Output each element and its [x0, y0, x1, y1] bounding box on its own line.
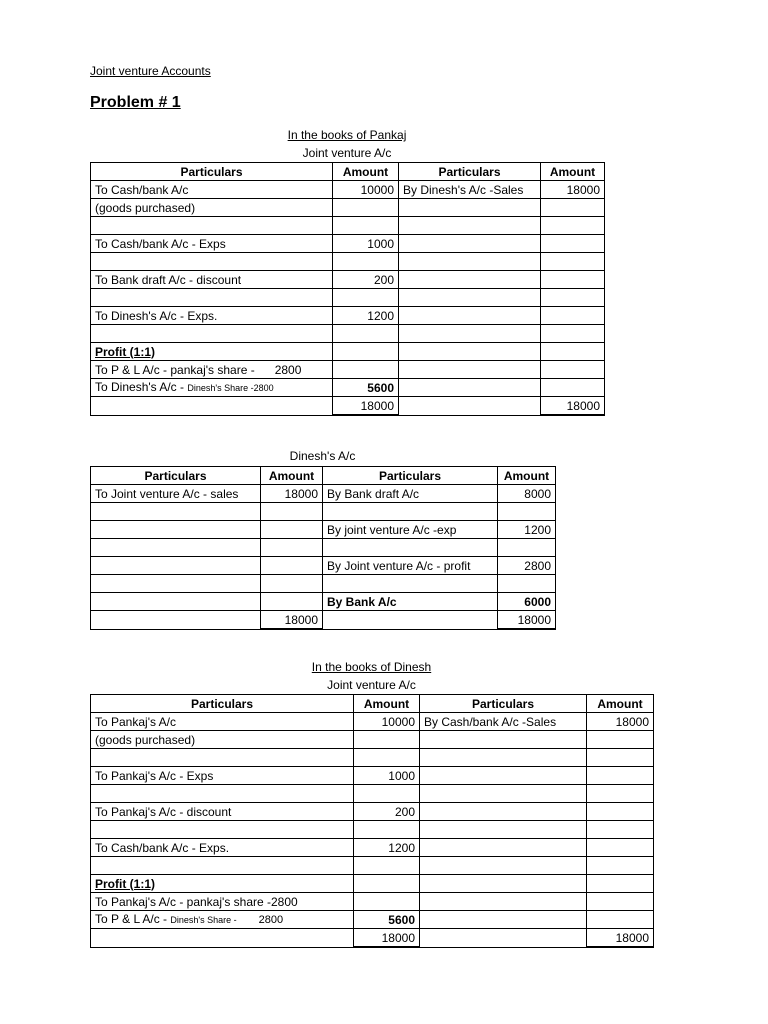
- debit-particular: [91, 749, 354, 767]
- share-note: Dinesh's Share -2800: [187, 383, 274, 393]
- debit-particular: To Cash/bank A/c - Exps: [91, 235, 333, 253]
- table-row: [91, 803, 654, 821]
- debit-total: 18000: [261, 611, 323, 630]
- credit-particular: [323, 575, 498, 593]
- debit-particular: [91, 593, 261, 611]
- credit-amount: [541, 379, 605, 397]
- credit-particular: By Bank draft A/c: [323, 485, 498, 503]
- credit-particular: [420, 785, 587, 803]
- credit-particular: [420, 821, 587, 839]
- credit-total: 18000: [541, 397, 605, 416]
- table-row: [91, 857, 654, 875]
- debit-amount: [261, 521, 323, 539]
- debit-amount: [354, 785, 420, 803]
- debit-particular: To Pankaj's A/c - pankaj's share -2800: [91, 893, 354, 911]
- dinesh-book-title: In the books of Dinesh: [311, 660, 432, 674]
- credit-particular: [420, 767, 587, 785]
- total-row: [91, 929, 654, 948]
- table-row: [91, 235, 605, 253]
- table-row: [91, 217, 605, 235]
- table-row: [91, 893, 654, 911]
- table-row: [91, 911, 654, 929]
- table-row: [91, 361, 605, 379]
- header-amount: Amount: [333, 163, 399, 181]
- debit-amount: [333, 361, 399, 379]
- table-row: [91, 521, 556, 539]
- credit-amount: [587, 767, 654, 785]
- table-row: [91, 485, 556, 503]
- credit-particular: [399, 325, 541, 343]
- particular-text: To P & L A/c -: [95, 912, 168, 926]
- credit-particular: [420, 731, 587, 749]
- document-heading: Joint venture Accounts: [90, 64, 211, 78]
- debit-amount: [333, 199, 399, 217]
- table-row: [91, 539, 556, 557]
- header-particulars: Particulars: [91, 467, 261, 485]
- credit-amount: [541, 235, 605, 253]
- debit-amount: [354, 857, 420, 875]
- credit-particular: By Cash/bank A/c -Sales: [420, 713, 587, 731]
- total-row: [91, 397, 605, 416]
- debit-particular: [91, 217, 333, 235]
- credit-particular: [420, 911, 587, 929]
- profit-ratio-label: Profit (1:1): [91, 875, 354, 893]
- debit-particular: To Dinesh's A/c - Exps.: [91, 307, 333, 325]
- credit-particular: [399, 379, 541, 397]
- credit-amount: 18000: [541, 181, 605, 199]
- dinesh-jv-ledger: [90, 694, 654, 948]
- table-row: [91, 181, 605, 199]
- credit-particular: [323, 503, 498, 521]
- debit-particular: [91, 857, 354, 875]
- credit-total: 18000: [587, 929, 654, 948]
- credit-amount: [587, 803, 654, 821]
- credit-particular: [399, 361, 541, 379]
- debit-amount: [333, 325, 399, 343]
- debit-particular: [91, 785, 354, 803]
- credit-amount: [498, 503, 556, 521]
- dinesh-ledger: [90, 466, 556, 630]
- credit-amount: [541, 361, 605, 379]
- debit-particular: To Cash/bank A/c - Exps.: [91, 839, 354, 857]
- credit-amount: [541, 307, 605, 325]
- pankaj-book-title: In the books of Pankaj: [287, 128, 407, 142]
- table-row: [91, 271, 605, 289]
- table-row: [91, 343, 605, 361]
- table-row: [91, 253, 605, 271]
- credit-amount: [541, 217, 605, 235]
- debit-amount: 200: [354, 803, 420, 821]
- table-row: [91, 785, 654, 803]
- credit-amount: [587, 731, 654, 749]
- debit-particular: [91, 521, 261, 539]
- credit-amount: 18000: [587, 713, 654, 731]
- header-particulars: Particulars: [91, 163, 333, 181]
- credit-particular: By joint venture A/c -exp: [323, 521, 498, 539]
- debit-amount: 1200: [354, 839, 420, 857]
- debit-particular: To Cash/bank A/c: [91, 181, 333, 199]
- credit-amount: [587, 821, 654, 839]
- credit-particular: [399, 253, 541, 271]
- header-particulars: Particulars: [399, 163, 541, 181]
- credit-amount: [541, 271, 605, 289]
- credit-particular: [399, 217, 541, 235]
- debit-particular: To Joint venture A/c - sales: [91, 485, 261, 503]
- credit-amount: [541, 199, 605, 217]
- header-amount: Amount: [541, 163, 605, 181]
- debit-amount: 10000: [354, 713, 420, 731]
- debit-particular: [91, 539, 261, 557]
- header-amount: Amount: [354, 695, 420, 713]
- problem-title: Problem # 1: [90, 94, 181, 111]
- credit-particular: [420, 839, 587, 857]
- credit-particular: [399, 343, 541, 361]
- credit-amount: [541, 253, 605, 271]
- debit-amount: [354, 731, 420, 749]
- credit-particular: [420, 875, 587, 893]
- debit-particular: [91, 503, 261, 521]
- credit-amount: [587, 875, 654, 893]
- credit-total: 18000: [498, 611, 556, 630]
- table-row: [91, 379, 605, 397]
- header-particulars: Particulars: [420, 695, 587, 713]
- ledger-header-row: [91, 695, 654, 713]
- credit-particular: [420, 803, 587, 821]
- debit-total: 18000: [354, 929, 420, 948]
- table-row: [91, 307, 605, 325]
- debit-amount: 5600: [354, 911, 420, 929]
- debit-amount: [333, 343, 399, 361]
- debit-amount: [354, 821, 420, 839]
- particular-text: To Dinesh's A/c -: [95, 380, 184, 394]
- debit-amount: [261, 557, 323, 575]
- table-row: [91, 575, 556, 593]
- debit-amount: 10000: [333, 181, 399, 199]
- credit-amount: [541, 325, 605, 343]
- debit-particular: To Pankaj's A/c: [91, 713, 354, 731]
- header-amount: Amount: [587, 695, 654, 713]
- debit-amount: [333, 253, 399, 271]
- debit-particular: (goods purchased): [91, 199, 333, 217]
- dinesh-jv-account-title: Joint venture A/c: [327, 678, 416, 692]
- table-row: [91, 839, 654, 857]
- credit-particular: [399, 235, 541, 253]
- credit-amount: 2800: [498, 557, 556, 575]
- table-row: [91, 325, 605, 343]
- debit-amount: [261, 593, 323, 611]
- pankaj-jv-ledger: [90, 162, 605, 416]
- table-row: [91, 557, 556, 575]
- credit-amount: 6000: [498, 593, 556, 611]
- debit-particular: [91, 379, 333, 397]
- debit-particular: To Bank draft A/c - discount: [91, 271, 333, 289]
- credit-amount: [587, 911, 654, 929]
- credit-particular: [420, 749, 587, 767]
- table-row: [91, 199, 605, 217]
- debit-amount: [261, 503, 323, 521]
- header-particulars: Particulars: [91, 695, 354, 713]
- credit-amount: [541, 289, 605, 307]
- debit-amount: [261, 539, 323, 557]
- table-row: [91, 749, 654, 767]
- debit-amount: 1000: [333, 235, 399, 253]
- debit-particular: (goods purchased): [91, 731, 354, 749]
- header-amount: Amount: [261, 467, 323, 485]
- debit-particular: [91, 575, 261, 593]
- share-value: 2800: [258, 914, 284, 926]
- debit-particular: [91, 911, 354, 929]
- credit-particular: [399, 199, 541, 217]
- debit-amount: 200: [333, 271, 399, 289]
- credit-particular: [420, 893, 587, 911]
- table-row: [91, 767, 654, 785]
- debit-particular: To P & L A/c - pankaj's share - 2800: [91, 361, 333, 379]
- credit-amount: [587, 785, 654, 803]
- debit-amount: [333, 217, 399, 235]
- total-row: [91, 611, 556, 630]
- table-row: [91, 875, 654, 893]
- debit-amount: [354, 893, 420, 911]
- debit-amount: 1200: [333, 307, 399, 325]
- dinesh-account-title: Dinesh's A/c: [289, 449, 356, 463]
- credit-amount: [498, 539, 556, 557]
- table-row: [91, 821, 654, 839]
- ledger-header-row: [91, 163, 605, 181]
- debit-particular: To Pankaj's A/c - discount: [91, 803, 354, 821]
- credit-amount: [587, 749, 654, 767]
- table-row: [91, 731, 654, 749]
- credit-amount: [587, 893, 654, 911]
- ledger-header-row: [91, 467, 556, 485]
- credit-amount: [541, 343, 605, 361]
- header-particulars: Particulars: [323, 467, 498, 485]
- debit-amount: [354, 875, 420, 893]
- debit-particular: [91, 821, 354, 839]
- debit-particular: [91, 325, 333, 343]
- debit-particular: [91, 557, 261, 575]
- credit-amount: [587, 857, 654, 875]
- credit-particular: [399, 271, 541, 289]
- debit-particular: To Pankaj's A/c - Exps: [91, 767, 354, 785]
- debit-amount: 1000: [354, 767, 420, 785]
- debit-particular: [91, 289, 333, 307]
- share-note: Dinesh's Share -: [170, 915, 237, 925]
- header-amount: Amount: [498, 467, 556, 485]
- credit-particular: By Joint venture A/c - profit: [323, 557, 498, 575]
- credit-amount: [498, 575, 556, 593]
- debit-total: 18000: [333, 397, 399, 416]
- credit-particular: [399, 307, 541, 325]
- credit-amount: [587, 839, 654, 857]
- debit-amount: 18000: [261, 485, 323, 503]
- profit-ratio-label: Profit (1:1): [91, 343, 333, 361]
- debit-amount: [261, 575, 323, 593]
- credit-amount: 8000: [498, 485, 556, 503]
- credit-particular: [323, 539, 498, 557]
- table-row: [91, 289, 605, 307]
- credit-particular: By Dinesh's A/c -Sales: [399, 181, 541, 199]
- table-row: [91, 593, 556, 611]
- table-row: [91, 503, 556, 521]
- table-row: [91, 713, 654, 731]
- pankaj-account-title: Joint venture A/c: [302, 146, 392, 160]
- credit-particular: [399, 289, 541, 307]
- credit-particular: By Bank A/c: [323, 593, 498, 611]
- credit-amount: 1200: [498, 521, 556, 539]
- debit-particular: [91, 253, 333, 271]
- debit-amount: [354, 749, 420, 767]
- debit-amount: [333, 289, 399, 307]
- debit-amount: 5600: [333, 379, 399, 397]
- credit-particular: [420, 857, 587, 875]
